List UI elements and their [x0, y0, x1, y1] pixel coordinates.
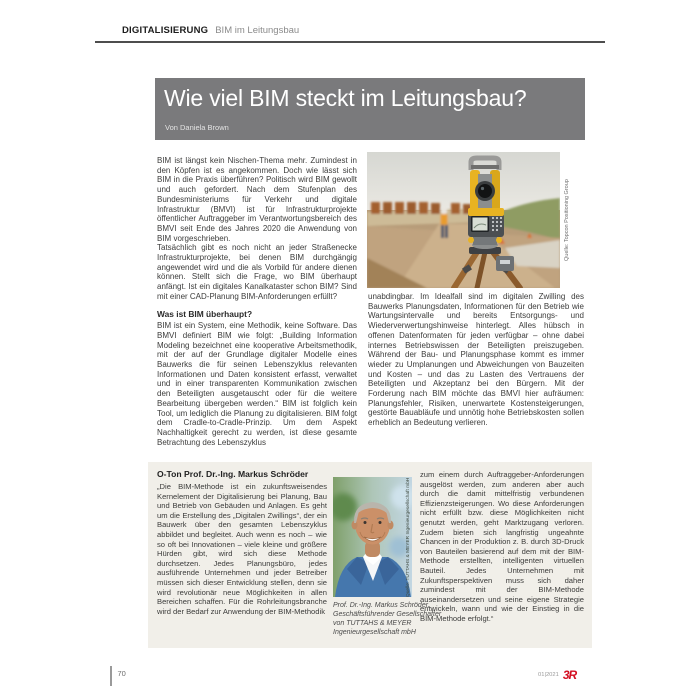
portrait-caption: Prof. Dr.-Ing. Markus Schröder, Geschäftsführender Gesellschafter von TUTTAHS & MEYER Ingenieurgesellschaft mbH [333, 602, 442, 636]
section-paragraph: BIM ist ein System, eine Methodik, keine Software. Das BMVI definiert BIM wie folgt: „Building Information Modeling bezeichnet eine kooperative Arbeitsmethodik, mit der auf der Grundlage digitaler Modelle eines Bauwerks die für seinen Lebenszyklus relevanten Informationen und Daten konsistent erfasst, verwaltet und in einer transparenten Kommunikation zwischen den Beteiligten ausgetauscht oder für die weitere Bearbeitung übergeben werden.“ BIM ist folglich kein Tool, um lediglich die Planung zu digitalisieren. BIM folgt dem Cradle-to-Cradle-Prinzip. Um dem Aspekt Nachhaltigkeit gerecht zu werden, ist diese gesamte Betrachtung des Lebenszyklus [157, 321, 357, 447]
portrait-photo [333, 477, 412, 597]
quote-column-right: zum einem durch Auftraggeber-Anforderungen ausgelöst werden, zum anderen aber auch durch die damit mittelfristig verbundenen Effizienzsteigerungen. Wo diese Anforderungen nicht erfüllt bzw. diese Möglichkeiten nicht genutzt werden, geht Marktzugang verloren. Zudem bieten sich langfristig ungeahnte Chancen in der Produktion z. B. durch 3D-Druck von Bauteilen basierend auf dem mit der BIM-Methode erstellten, intelligenten virtuellen Bauteil. Jedes Unternehmen mit Zukunftsperspektiven muss sich daher zumindest mit der BIM-Methode auseinandersetzen und seine eigene Strategie entwickeln, wann und wie der Einstieg in die BIM-Methode erfolgt.“ [420, 470, 584, 623]
footer-left [110, 666, 126, 686]
page-header [122, 25, 299, 36]
quote-box-heading: O-Ton Prof. Dr.-Ing. Markus Schröder [157, 469, 309, 479]
header-rule [95, 41, 605, 43]
intro-paragraph-1: BIM ist längst kein Nischen-Thema mehr. Zumindest in den Köpfen ist es angekommen. Doch wie lässt sich BIM in die Praxis überführen? Politisch wird BIM gewollt und auch gefordert. Nach dem Stufenplan des Bundesministeriums für Verkehr und digitale Infrastruktur (BMVI) ist für Infrastrukturprojekte öffentlicher Auftraggeber im Verantwortungsbereich des BMVI seit Ende des Jahres 2020 die Anwendung von BIM vorgeschrieben. [157, 156, 357, 243]
column-left [157, 156, 357, 447]
site-photo-credit: Quelle: Topcon Positioning Group [564, 179, 570, 261]
construction-site-photo [367, 152, 560, 288]
page-number: 70 [117, 669, 126, 678]
section-heading: Was ist BIM überhaupt? [157, 308, 253, 319]
portrait-illustration [333, 477, 412, 597]
portrait-photo-credit: Quelle: TUTTAHS & MEYER Ingenieurgesellschaft mbH [406, 477, 411, 597]
construction-site-illustration [367, 152, 560, 288]
footer-right [538, 668, 576, 682]
title-block [155, 78, 585, 140]
article-title: Wie viel BIM steckt im Leitungsbau? [164, 85, 527, 111]
kicker: DIGITALISIERUNG [122, 25, 209, 36]
byline: Von Daniela Brown [165, 123, 229, 132]
footer-rule [110, 666, 112, 686]
magazine-logo: 3R [562, 668, 577, 682]
issue-label: 01|2021 [538, 672, 559, 678]
quote-column-left: „Die BIM-Methode ist ein zukunftsweisendes Kernelement der Digitalisierung bei Planung, Bau und Betrieb von Gebäuden und Anlagen. Es geht um die Erstellung des „Digitalen Zwillings“, der ein Bauwerk über den gesamten Lebenszyklus abbildet und begleitet. Auch wenn es noch – wie so oft bei Innovationen – viele kleine und größere Hürden gibt, wird sich diese Methode durchsetzen. Jedes Planungsbüro, jedes ausführende Unternehmen und jeder Betreiber müssen sich dieser Entwicklung stellen, denn sie wird revolutionär neue Möglichkeiten in allen Bereichen schaffen. Für die Rohrleitungsbranche wird der Bedarf zur Anwendung der BIM-Methodik [157, 482, 327, 616]
quote-box [148, 462, 592, 648]
kicker-topic: BIM im Leitungsbau [215, 25, 300, 36]
column2-paragraph: unabdingbar. Im Idealfall sind im digitalen Zwilling des Bauwerks Planungsdaten, Informationen für den Betrieb wie Wartungsintervalle und bereits Entsorgungs- und Wiederverwertungshinweise hinterlegt. Alles hübsch in offenen Datenformaten für jeden verfügbar – ohne dabei internes Betriebswissen der Beteiligten preiszugeben. Während der Bau- und Planungsphase kommt es immer wieder zu Umplanungen und Abweichungen von Bauzeiten und Kosten – und das zu Lasten des Vertrauens der Beteiligten und Akzeptanz bei den Bürgern. Mit der Forderung nach BIM möchte das BMVI hier aufräumen: Planungsfehler, Risiken, unerwartete Kostensteigerungen, gestörte Bauabläufe und unnötig hohe Betriebskosten sollen erheblich an Bedeutung verlieren. [368, 292, 584, 428]
intro-paragraph-2: Tatsächlich gibt es noch nicht an jeder Straßenecke Infrastrukturprojekte, bei denen BIM durchgängig angewendet wird und die als Vorbild für andere dienen können. Stellt sich die Frage, wo BIM überhaupt anfängt. Ist ein digitales Kanalkataster schon BIM? Sind mit einer CAD-Planung BIM-Anforderungen erfüllt? [157, 243, 357, 301]
column-right [368, 292, 584, 428]
